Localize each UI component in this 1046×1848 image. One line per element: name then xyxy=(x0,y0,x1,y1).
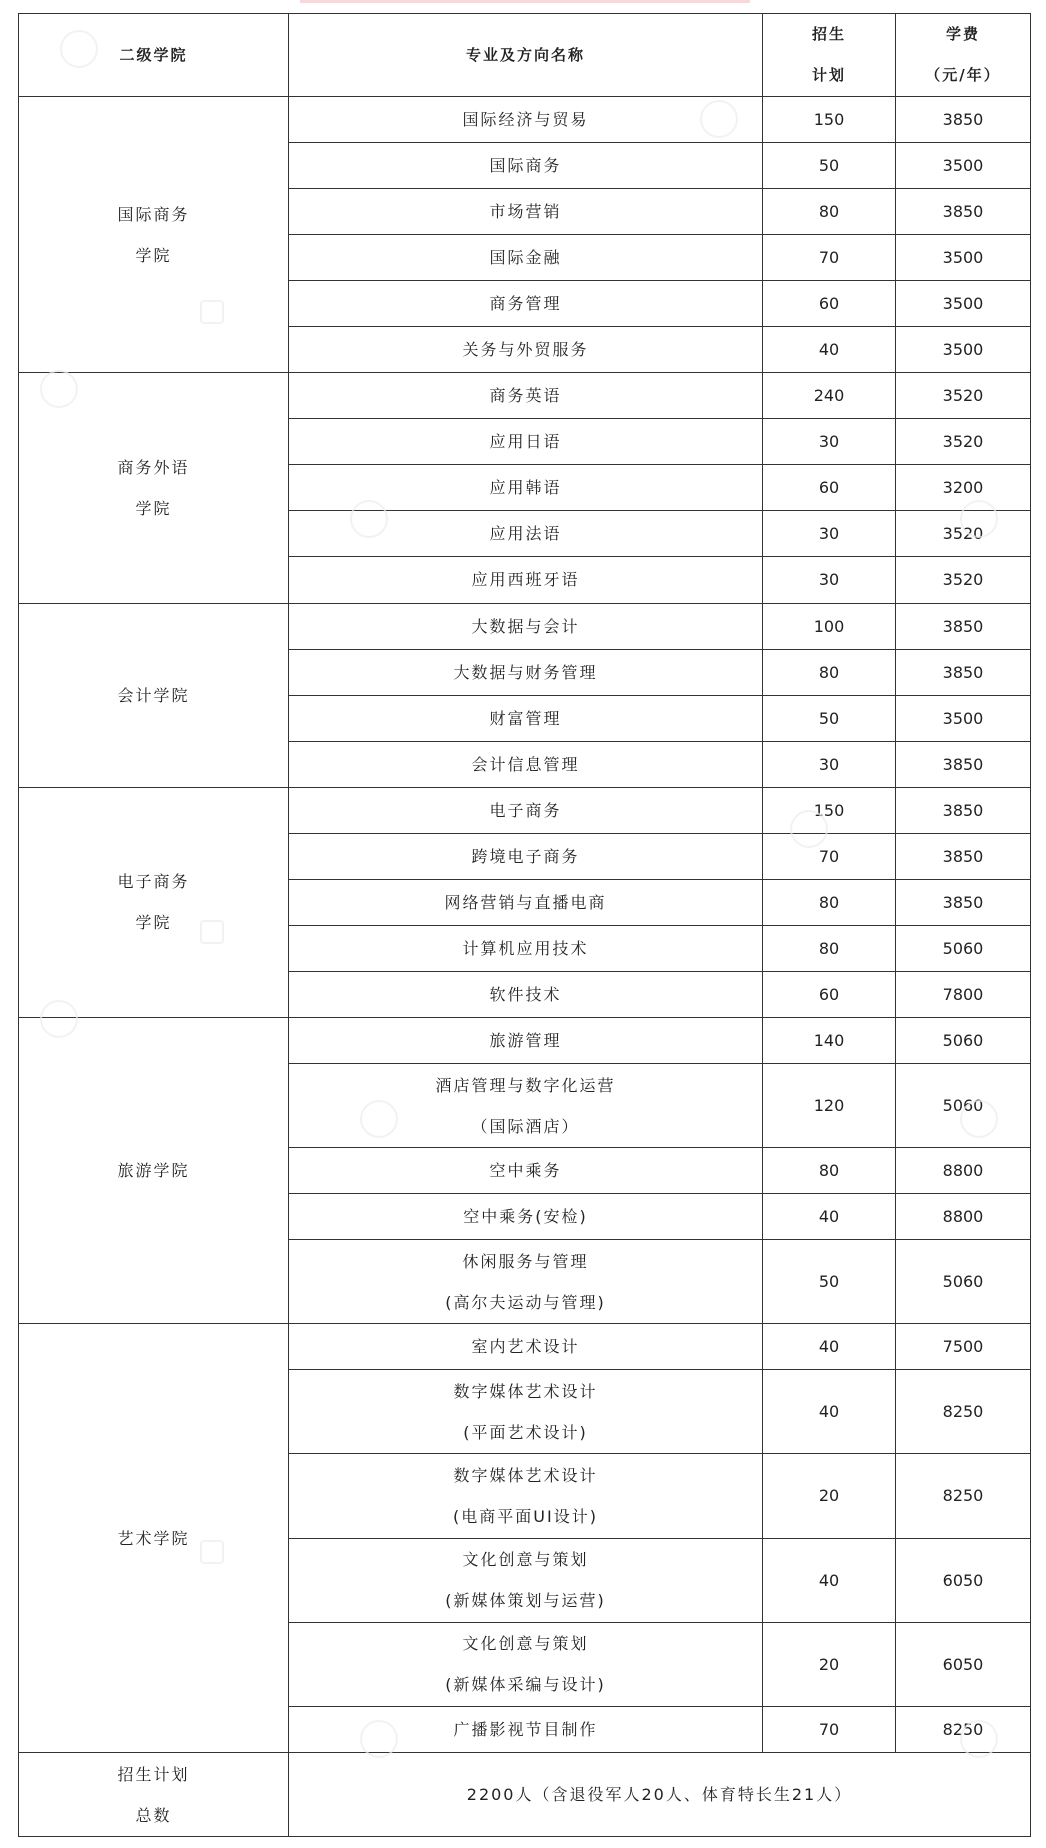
plan-cell: 80 xyxy=(763,1148,896,1194)
major-name-line: 应用法语 xyxy=(489,524,562,544)
major-name-line: 会计信息管理 xyxy=(471,754,580,774)
major-name-line: (新媒体策划与运营) xyxy=(445,1591,606,1611)
major-cell xyxy=(289,1017,763,1063)
fee-cell: 3850 xyxy=(896,741,1031,787)
fee-cell: 3200 xyxy=(896,465,1031,511)
college-name-line: 学院 xyxy=(135,245,172,265)
plan-cell: 60 xyxy=(763,971,896,1017)
major-cell xyxy=(289,1194,763,1240)
fee-cell: 3520 xyxy=(896,373,1031,419)
major-cell xyxy=(289,1063,763,1147)
plan-cell: 240 xyxy=(763,373,896,419)
plan-cell: 30 xyxy=(763,741,896,787)
major-name-line: (平面艺术设计) xyxy=(463,1422,588,1442)
fee-cell: 3850 xyxy=(896,787,1031,833)
fee-cell: 8250 xyxy=(896,1454,1031,1538)
fee-cell: 3500 xyxy=(896,235,1031,281)
major-cell xyxy=(289,465,763,511)
major-cell xyxy=(289,327,763,373)
header-plan xyxy=(763,14,896,97)
major-cell xyxy=(289,373,763,419)
table-row xyxy=(19,603,1031,649)
fee-cell: 8250 xyxy=(896,1706,1031,1752)
plan-cell: 80 xyxy=(763,879,896,925)
major-cell xyxy=(289,695,763,741)
plan-cell: 80 xyxy=(763,189,896,235)
plan-cell: 150 xyxy=(763,97,896,143)
major-name-line: (新媒体采编与设计) xyxy=(445,1675,606,1695)
major-name-line: 市场营销 xyxy=(489,202,562,222)
major-name-line: (电商平面UI设计) xyxy=(453,1506,598,1526)
fee-cell: 3850 xyxy=(896,649,1031,695)
fee-cell: 3500 xyxy=(896,143,1031,189)
college-cell xyxy=(19,603,289,787)
fee-cell: 3850 xyxy=(896,833,1031,879)
fee-cell: 7800 xyxy=(896,971,1031,1017)
table-row xyxy=(19,1324,1031,1370)
major-cell xyxy=(289,281,763,327)
major-cell xyxy=(289,787,763,833)
major-cell xyxy=(289,1240,763,1324)
fee-cell: 3850 xyxy=(896,97,1031,143)
plan-cell: 70 xyxy=(763,235,896,281)
major-name-line: 国际金融 xyxy=(489,248,562,268)
fee-cell: 3500 xyxy=(896,327,1031,373)
major-cell xyxy=(289,649,763,695)
major-name-line: 计算机应用技术 xyxy=(462,938,589,958)
fee-cell: 6050 xyxy=(896,1622,1031,1706)
plan-cell: 80 xyxy=(763,649,896,695)
header-fee-line2: （元/年） xyxy=(925,66,1001,84)
major-name-line: 文化创意与策划 xyxy=(462,1634,589,1654)
major-name-line: 数字媒体艺术设计 xyxy=(453,1381,598,1401)
plan-cell: 20 xyxy=(763,1454,896,1538)
major-cell xyxy=(289,1148,763,1194)
plan-cell: 60 xyxy=(763,281,896,327)
major-name-line: 软件技术 xyxy=(489,984,562,1004)
total-value: 2200人（含退役军人20人、体育特长生21人） xyxy=(289,1753,1031,1837)
header-college: 二级学院 xyxy=(19,14,289,97)
major-name-line: 商务管理 xyxy=(489,294,562,314)
major-name-line: 跨境电子商务 xyxy=(471,846,580,866)
fee-cell: 3520 xyxy=(896,419,1031,465)
table-row xyxy=(19,787,1031,833)
major-name-line: 空中乘务 xyxy=(489,1161,562,1181)
college-cell xyxy=(19,97,289,373)
header-row xyxy=(19,14,1031,97)
plan-cell: 140 xyxy=(763,1017,896,1063)
major-name-line: 广播影视节目制作 xyxy=(453,1719,598,1739)
plan-cell: 50 xyxy=(763,1240,896,1324)
fee-cell: 3850 xyxy=(896,879,1031,925)
plan-cell: 50 xyxy=(763,695,896,741)
major-cell xyxy=(289,833,763,879)
total-label xyxy=(19,1753,289,1837)
fee-cell: 3850 xyxy=(896,603,1031,649)
plan-cell: 70 xyxy=(763,833,896,879)
fee-cell: 3500 xyxy=(896,695,1031,741)
total-label-line2: 总数 xyxy=(135,1805,172,1825)
major-name-line: 应用日语 xyxy=(489,432,562,452)
major-name-line: 财富管理 xyxy=(489,708,562,728)
major-cell xyxy=(289,189,763,235)
fee-cell: 3500 xyxy=(896,281,1031,327)
major-cell xyxy=(289,97,763,143)
major-cell xyxy=(289,143,763,189)
plan-cell: 40 xyxy=(763,1370,896,1454)
major-name-line: 数字媒体艺术设计 xyxy=(453,1465,598,1485)
major-name-line: 文化创意与策划 xyxy=(462,1550,589,1570)
plan-cell: 30 xyxy=(763,419,896,465)
plan-cell: 150 xyxy=(763,787,896,833)
header-plan-line2: 计划 xyxy=(811,66,846,84)
major-cell xyxy=(289,603,763,649)
major-cell xyxy=(289,419,763,465)
college-name-line: 会计学院 xyxy=(117,685,190,705)
table-row xyxy=(19,373,1031,419)
fee-cell: 5060 xyxy=(896,1063,1031,1147)
college-cell xyxy=(19,1017,289,1323)
plan-cell: 60 xyxy=(763,465,896,511)
major-name-line: 旅游管理 xyxy=(489,1030,562,1050)
college-name-line: 艺术学院 xyxy=(117,1528,190,1548)
major-cell xyxy=(289,557,763,603)
major-name-line: 应用韩语 xyxy=(489,478,562,498)
major-cell xyxy=(289,511,763,557)
college-name-line: 学院 xyxy=(135,498,172,518)
enrollment-table xyxy=(18,13,1031,1837)
plan-cell: 30 xyxy=(763,511,896,557)
top-accent-bar xyxy=(300,0,750,3)
major-name-line: 空中乘务(安检) xyxy=(463,1207,588,1227)
college-name-line: 学院 xyxy=(135,913,172,933)
major-name-line: 酒店管理与数字化运营 xyxy=(435,1075,616,1095)
college-name-line: 电子商务 xyxy=(117,872,190,892)
major-cell xyxy=(289,971,763,1017)
table-row xyxy=(19,1017,1031,1063)
plan-cell: 30 xyxy=(763,557,896,603)
college-cell xyxy=(19,787,289,1017)
fee-cell: 7500 xyxy=(896,1324,1031,1370)
header-major: 专业及方向名称 xyxy=(289,14,763,97)
table-row xyxy=(19,97,1031,143)
major-name-line: 商务英语 xyxy=(489,386,562,406)
plan-cell: 40 xyxy=(763,327,896,373)
major-name-line: 应用西班牙语 xyxy=(471,570,580,590)
major-cell xyxy=(289,1324,763,1370)
fee-cell: 3520 xyxy=(896,557,1031,603)
major-cell xyxy=(289,1538,763,1622)
major-name-line: 大数据与财务管理 xyxy=(453,662,598,682)
plan-cell: 40 xyxy=(763,1194,896,1240)
plan-cell: 80 xyxy=(763,925,896,971)
header-fee-line1: 学费 xyxy=(945,25,980,43)
header-fee xyxy=(896,14,1031,97)
major-name-line: 电子商务 xyxy=(489,800,562,820)
total-row xyxy=(19,1753,1031,1837)
total-label-line1: 招生计划 xyxy=(117,1764,190,1784)
college-name-line: 国际商务 xyxy=(117,204,190,224)
college-name-line: 商务外语 xyxy=(117,457,190,477)
plan-cell: 100 xyxy=(763,603,896,649)
fee-cell: 8800 xyxy=(896,1194,1031,1240)
plan-cell: 50 xyxy=(763,143,896,189)
header-plan-line1: 招生 xyxy=(811,25,846,43)
fee-cell: 5060 xyxy=(896,1017,1031,1063)
major-cell xyxy=(289,1370,763,1454)
major-cell xyxy=(289,741,763,787)
fee-cell: 3850 xyxy=(896,189,1031,235)
fee-cell: 8250 xyxy=(896,1370,1031,1454)
major-cell xyxy=(289,1706,763,1752)
plan-cell: 20 xyxy=(763,1622,896,1706)
major-cell xyxy=(289,1454,763,1538)
fee-cell: 6050 xyxy=(896,1538,1031,1622)
major-name-line: 室内艺术设计 xyxy=(471,1337,580,1357)
plan-cell: 40 xyxy=(763,1538,896,1622)
college-cell xyxy=(19,1324,289,1753)
college-cell xyxy=(19,373,289,603)
major-cell xyxy=(289,925,763,971)
fee-cell: 8800 xyxy=(896,1148,1031,1194)
major-name-line: 网络营销与直播电商 xyxy=(444,892,607,912)
fee-cell: 5060 xyxy=(896,1240,1031,1324)
plan-cell: 70 xyxy=(763,1706,896,1752)
major-name-line: (高尔夫运动与管理) xyxy=(445,1292,606,1312)
major-name-line: （国际酒店） xyxy=(471,1116,580,1136)
college-name-line: 旅游学院 xyxy=(117,1161,190,1181)
plan-cell: 120 xyxy=(763,1063,896,1147)
fee-cell: 3520 xyxy=(896,511,1031,557)
table-body xyxy=(19,97,1031,1753)
major-cell xyxy=(289,879,763,925)
major-cell xyxy=(289,235,763,281)
major-name-line: 国际商务 xyxy=(489,156,562,176)
major-name-line: 大数据与会计 xyxy=(471,616,580,636)
major-name-line: 休闲服务与管理 xyxy=(462,1251,589,1271)
major-cell xyxy=(289,1622,763,1706)
major-name-line: 国际经济与贸易 xyxy=(462,110,589,130)
plan-cell: 40 xyxy=(763,1324,896,1370)
major-name-line: 关务与外贸服务 xyxy=(462,340,589,360)
fee-cell: 5060 xyxy=(896,925,1031,971)
